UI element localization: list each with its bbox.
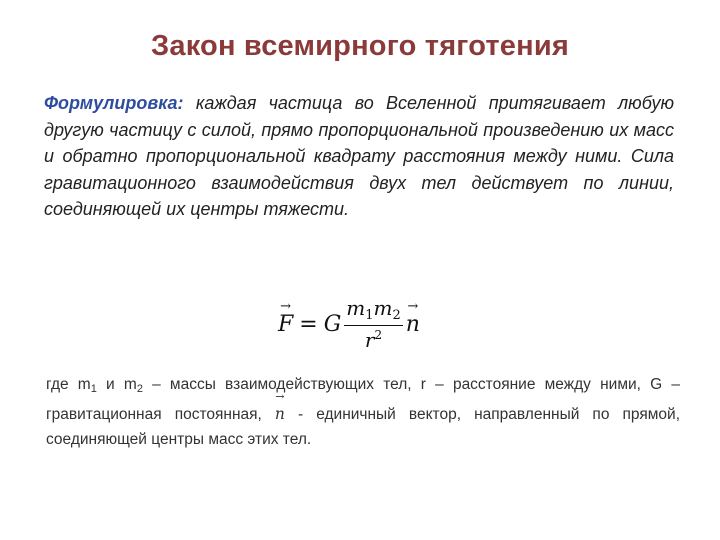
equals-sign: =: [299, 311, 318, 337]
law-definition: [44, 90, 674, 223]
slide-title: Закон всемирного тяготения: [151, 30, 569, 62]
vector-arrow-icon: →: [407, 298, 419, 314]
force-vector: → F: [278, 298, 294, 337]
unit-vector: → n: [405, 298, 420, 337]
gravitation-formula: [278, 296, 420, 352]
unit-vector-inline: → n: [274, 390, 285, 423]
formula-fraction: [344, 296, 403, 352]
fraction-bar: [344, 325, 403, 326]
gravitational-constant: G: [323, 311, 342, 337]
vector-arrow-icon: →: [275, 390, 285, 403]
fraction-denominator: $r^2$: [364, 328, 383, 352]
definition-label: Формулировка:: [44, 93, 184, 113]
fraction-numerator: $m_1m_2$: [346, 296, 401, 323]
definition-text: каждая частица во Вселенной притягивает любую другую частицу с силой, прямо пропорциональной произведению их масс и обратно пропорциональной квадрату расстояния между ними. Сила гравитационного взаимодействия двух тел действует по линии, соединяющей их центры тяжести.: [44, 93, 674, 219]
formula-explanation: где $m_1$ и $m_2$ – массы взаимодействующих тел, r – расстояние между ними, G – гравитационная постоянная, → n - единичный вектор, направленный по прямой, соединяющей центры масс этих тел.: [46, 376, 681, 448]
vector-arrow-icon: →: [280, 298, 292, 314]
